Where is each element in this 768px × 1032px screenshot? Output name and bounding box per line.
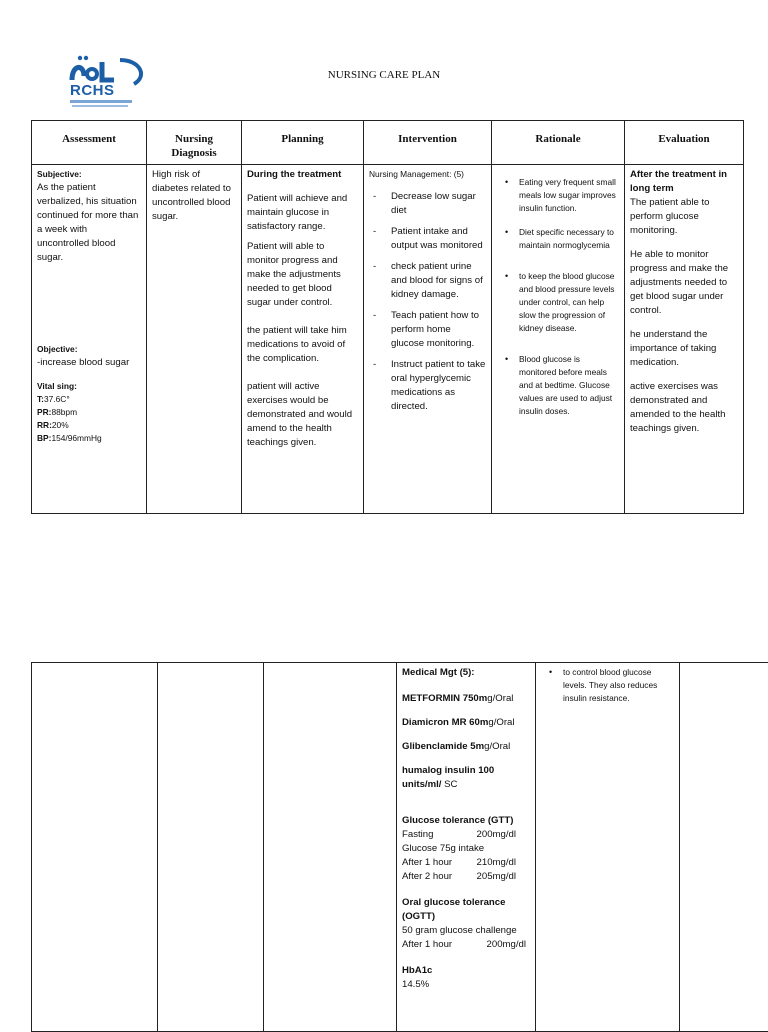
col-evaluation: Evaluation [625,121,744,165]
vital-pr: PR:88bpm [37,406,141,419]
rationale-list [541,666,674,705]
objective-label: Objective: [37,343,141,356]
list-item: - Teach patient how to perform home glucose monitoring. [369,309,486,351]
med-item-diamicron: Diamicron MR 60mg/Oral [402,716,530,730]
col-nursing-diagnosis [147,121,242,165]
rationale-cell [492,165,625,514]
col-diagnosis-line1: Nursing [175,133,213,145]
gtt-row: After 1 hour 210mg/dl [402,856,530,870]
list-item: - check patient urine and blood for signs of kidney damage. [369,260,486,302]
evaluation-cell-empty [680,663,768,1032]
col-planning: Planning [242,121,364,165]
header-row [32,121,744,165]
assessment-cell-empty [32,663,158,1032]
intervention-cell [364,165,492,514]
col-diagnosis-line2: Diagnosis [171,147,216,159]
ogtt-heading: Oral glucose tolerance (OGTT) [402,896,530,924]
planning-heading: During the treatment [247,168,358,182]
vital-signs-label: Vital sing: [37,380,141,393]
planning-item: Patient will achieve and maintain glucose in satisfactory range. [247,192,358,234]
planning-cell-empty [264,663,397,1032]
hba1c-heading: HbA1c [402,964,530,978]
evaluation-item: He able to monitor progress and make the adjustments needed to get blood sugar under control. [630,248,738,318]
ogtt-row: 50 gram glucose challenge [402,924,530,938]
med-item-metformin: METFORMIN 750mg/Oral [402,692,530,706]
list-item: • to keep the blood glucose and blood pressure levels under control, can help slow the progression of kidney disease. [497,270,619,335]
planning-item: Patient will able to monitor progress and make the adjustments needed to get blood sugar under control. [247,240,358,310]
planning-item: patient will active exercises would be demonstrated and would amend to the health teachings given. [247,380,358,450]
evaluation-item: he understand the importance of taking medication. [630,328,738,370]
hba1c-value: 14.5% [402,978,530,992]
subjective-text: As the patient verbalized, his situation continued for more than a week with uncontrolled blood sugar. [37,181,141,265]
list-item: • to control blood glucose levels. They also reduces insulin resistance. [541,666,674,705]
gtt-row: After 2 hour 205mg/dl [402,870,530,884]
gtt-row: Fasting 200mg/dl [402,828,530,842]
logo-arabic-bar [72,105,128,107]
planning-cell [242,165,364,514]
care-plan-table-continued [31,662,768,1032]
list-item: • Eating very frequent small meals low sugar improves insulin function. [497,176,619,215]
assessment-cell [32,165,147,514]
list-item: - Decrease low sugar diet [369,190,486,218]
gtt-heading: Glucose tolerance (GTT) [402,814,530,828]
evaluation-item: The patient able to perform glucose monitoring. [630,196,738,238]
logo-text: RCHS [70,82,115,99]
evaluation-item: active exercises was demonstrated and amended to the health teachings given. [630,380,738,436]
list-item: - Instruct patient to take oral hyperglycemic medications as directed. [369,358,486,414]
list-item: • Diet specific necessary to maintain normoglycemia [497,226,619,252]
list-item: • Blood glucose is monitored before meals and at bedtime. Glucose values are used to adjust insulin doses. [497,353,619,418]
vital-bp: BP:154/96mmHg [37,432,141,445]
medical-mgt-heading: Medical Mgt (5): [402,666,530,680]
med-item-humalog: humalog insulin 100 units/ml/ SC [402,764,530,792]
diagnosis-cell [147,165,242,514]
col-assessment: Assessment [32,121,147,165]
rationale-list [497,176,619,418]
ogtt-row: After 1 hour 200mg/dl [402,938,530,952]
list-item: - Patient intake and output was monitored [369,225,486,253]
med-item-glibenclamide: Glibenclamide 5mg/Oral [402,740,530,754]
vital-t: T:37.6C° [37,393,141,406]
col-intervention: Intervention [364,121,492,165]
col-rationale: Rationale [492,121,625,165]
table-row [32,165,744,514]
logo-tagline-bar [70,100,132,103]
rationale-cell [536,663,680,1032]
intervention-heading: Nursing Management: (5) [369,169,464,179]
subjective-label: Subjective: [37,168,141,181]
gtt-row: Glucose 75g intake [402,842,530,856]
table-row [32,663,768,1032]
diagnosis-cell-empty [158,663,264,1032]
page-title: NURSING CARE PLAN [0,69,768,81]
vital-rr: RR:20% [37,419,141,432]
evaluation-heading: After the treatment in long term [630,168,738,196]
objective-text: -increase blood sugar [37,356,141,370]
planning-item: the patient will take him medications to avoid of the complication. [247,324,358,366]
care-plan-table [31,120,744,514]
intervention-list [369,190,486,414]
evaluation-cell [625,165,744,514]
rchs-logo [68,54,150,112]
diagnosis-text: High risk of diabetes related to uncontrolled blood sugar. [152,169,231,222]
medical-management-cell [397,663,536,1032]
